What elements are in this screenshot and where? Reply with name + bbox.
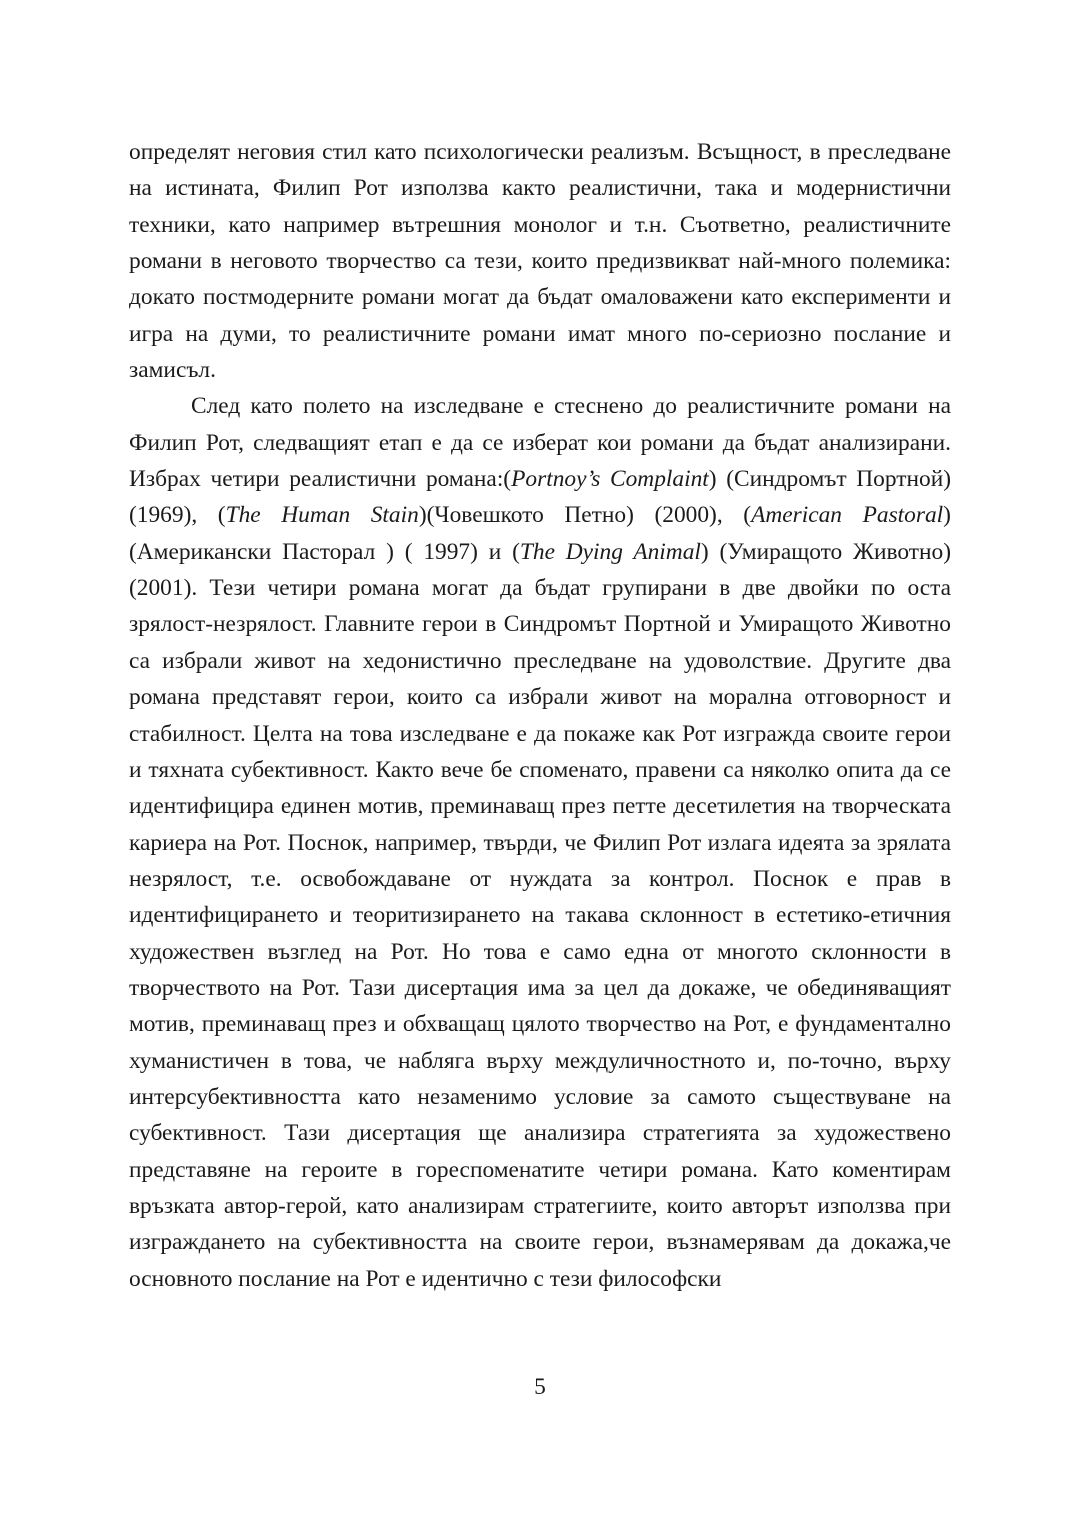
book-title-american-pastoral: American Pastoral <box>751 502 944 529</box>
book-title-portnoys-complaint: Portnoy’s Complaint <box>511 466 709 493</box>
paragraph-2-text: ) (Умиращото Животно) (2001). Тези четири романа могат да бъдат групирани в две двойки по оста зрялост-незрялост. Главните герои в Синдромът Портной и Умиращото Животно са избрали живот на хедонистично преследване на удоволствие. Другите два романа представят герои, които са избрали живот на морална отговорност и стабилност. Целта на това изследване е да покаже как Рот изгражда своите герои и тяхната субективност. Както вече бе споменато, правени са няколко опита да се идентифицира единен мотив, преминаващ през петте десетилетия на творческата кариера на Рот. Поснок, например, твърди, че Филип Рот излага идеята за зрялата незрялост, т.е. освобождаване от нуждата за контрол. Поснок е прав в идентифицирането и теоритизирането на такава склонност в естетико-етичния художествен възглед на Рот. Но това е само една от многото склонности в творчеството на Рот. Тази дисертация има за цел да докаже, че обединяващият мотив, преминаващ през и обхващащ цялото творчество на Рот, е фундаментално хуманистичен в това, че наблягa върху междуличностното и, по-точно, върху интерсубективността като незаменимо условие за самото съществуване на субективност. Тази дисертация ще анализира стратегията за художествено представяне на героите в гореспоменатите четири романа. Като коментирам връзката автор-герой, като анализирам стратегиите, които авторът използва при изграждането на субективността на своите герои, възнамерявам да докажа,че основното послание на Рот е идентично с тези философски <box>129 538 952 1292</box>
page-number: 5 <box>534 1374 546 1400</box>
paragraph-1: определят неговия стил като психологически реализъм. Всъщност, в преследване на истината, Филип Рот използва както реалистични, така и модернистични техники, като например вътрешния монолог и т.н. Съответно, реалистичните романи в неговото творчество са тези, които предизвикват най-много полемика: докато постмодерните романи могат да бъдат омаловажени като експерименти и игра на думи, то реалистичните романи имат много по-сериозно послание и замисъл. <box>129 139 951 384</box>
paragraph-2-text: ) (Американски Пасторал ) ( 1997) и ( <box>129 502 951 565</box>
paragraph-2-text: )(Човешкото Петно) (2000), ( <box>418 502 752 529</box>
paragraph-2 <box>129 388 951 1297</box>
book-title-the-dying-animal: The Dying Animal <box>519 538 701 565</box>
book-title-the-human-stain: The Human Stain <box>225 502 419 529</box>
paragraph-2-text: След като полето на изследване е стеснено до реалистичните романи на Филип Рот, следващият етап е да се изберат кои романи да бъдат анализирани. Избрах четири реалистични романа:( <box>129 393 951 493</box>
paragraph-2-text: ) (Синдромът Портной) (1969), ( <box>129 466 951 529</box>
document-body <box>129 134 951 1297</box>
